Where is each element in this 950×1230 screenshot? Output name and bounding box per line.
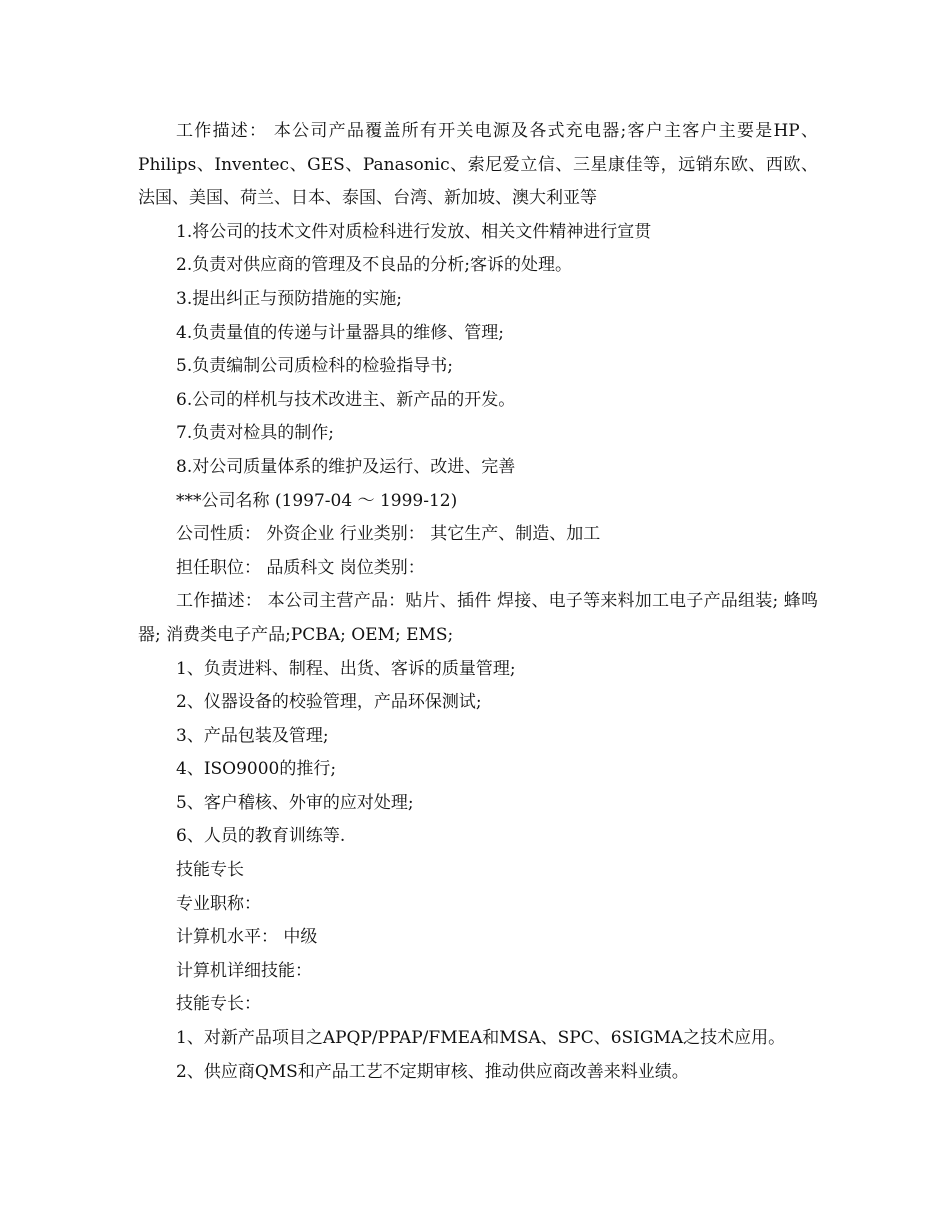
professional-title-line: 专业职称： <box>176 893 261 914</box>
duty-item: 3、产品包装及管理; <box>176 725 329 746</box>
duty-item: 3.提出纠正与预防措施的实施; <box>176 288 402 309</box>
document-body <box>138 115 818 1089</box>
computer-skills-line: 计算机详细技能： <box>176 960 312 981</box>
duty-item: 4.负责量值的传递与计量器具的维修、管理; <box>176 322 504 343</box>
duty-item: 1、负责进料、制程、出货、客诉的质量管理; <box>176 658 516 679</box>
duty-item: 6、人员的教育训练等. <box>176 826 346 847</box>
skill-item: 1、对新产品项目之APQP/PPAP/FMEA和MSA、SPC、6SIGMA之技术应用。 <box>176 1028 786 1049</box>
skills-label-line: 技能专长： <box>176 994 261 1015</box>
section-heading: 技能专长 <box>176 860 244 881</box>
duty-item: 1.将公司的技术文件对质检科进行发放、相关文件精神进行宣贯 <box>176 221 652 242</box>
position-line: 担任职位： 品质科文 岗位类别： <box>176 557 425 578</box>
skill-item: 2、供应商QMS和产品工艺不定期审核、推动供应商改善来料业绩。 <box>176 1061 689 1082</box>
duty-item: 8.对公司质量体系的维护及运行、改进、完善 <box>176 456 516 477</box>
duty-item: 5、客户稽核、外审的应对处理; <box>176 792 414 813</box>
job-description-paragraph: 工作描述： 本公司主营产品：贴片、插件 焊接、电子等来料加工电子产品组装; 蜂鸣器; 消费类电子产品;PCBA; OEM; EMS; <box>138 591 818 645</box>
duty-item: 6.公司的样机与技术改进主、新产品的开发。 <box>176 389 516 410</box>
job-description-paragraph: 工作描述： 本公司产品覆盖所有开关电源及各式充电器;客户主客户主要是HP、Philips、Inventec、GES、Panasonic、索尼爱立信、三星康佳等，远销东欧、西欧、法国、美国、荷兰、日本、泰国、台湾、新加坡、澳大利亚等 <box>138 121 818 209</box>
duty-item: 4、ISO9000的推行; <box>176 759 337 780</box>
company-nature-line: 公司性质： 外资企业 行业类别： 其它生产、制造、加工 <box>176 524 601 545</box>
duty-item: 2、仪器设备的校验管理，产品环保测试; <box>176 692 482 713</box>
duty-item: 5.负责编制公司质检科的检验指导书; <box>176 356 453 377</box>
duty-item: 7.负责对检具的制作; <box>176 423 334 444</box>
computer-level-line: 计算机水平： 中级 <box>176 927 318 948</box>
company-name-line: ***公司名称 (1997-04 ～ 1999-12) <box>176 490 458 511</box>
duty-item: 2.负责对供应商的管理及不良品的分析;客诉的处理。 <box>176 255 572 276</box>
